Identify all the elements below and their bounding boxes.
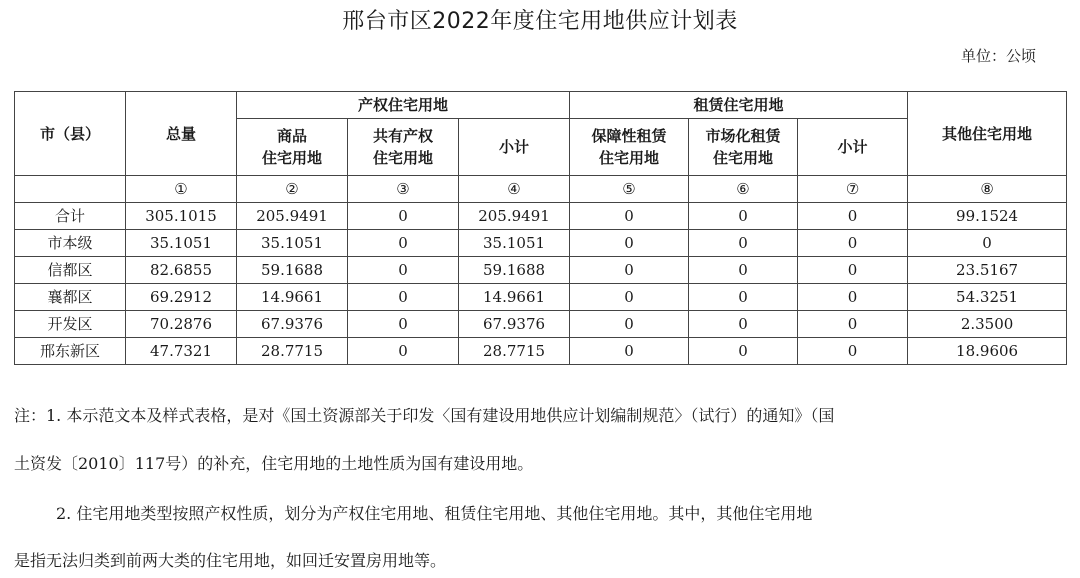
table-row xyxy=(15,203,1067,230)
row-label: 襄都区 xyxy=(15,284,126,311)
cell-shared-property: 0 xyxy=(348,257,459,284)
row-label: 开发区 xyxy=(15,311,126,338)
cell-total: 70.2876 xyxy=(126,311,237,338)
cell-subtotal-property: 14.9661 xyxy=(459,284,570,311)
table-row xyxy=(15,257,1067,284)
header-other: 其他住宅用地 xyxy=(908,92,1067,176)
cell-commercial: 28.7715 xyxy=(237,338,348,365)
cell-total: 69.2912 xyxy=(126,284,237,311)
cell-subtotal-rental: 0 xyxy=(798,230,908,257)
header-subtotal-property: 小计 xyxy=(459,119,570,176)
cell-commercial: 67.9376 xyxy=(237,311,348,338)
note-1-line-2: 土资发〔2010〕117号）的补充，住宅用地的土地性质为国有建设用地。 xyxy=(14,454,534,473)
supply-plan-table xyxy=(14,91,1067,365)
index-row xyxy=(15,176,1067,203)
cell-shared-property: 0 xyxy=(348,311,459,338)
row-label: 市本级 xyxy=(15,230,126,257)
cell-subtotal-rental: 0 xyxy=(798,203,908,230)
cell-subtotal-rental: 0 xyxy=(798,338,908,365)
cell-affordable-rental: 0 xyxy=(570,230,689,257)
cell-affordable-rental: 0 xyxy=(570,203,689,230)
cell-affordable-rental: 0 xyxy=(570,257,689,284)
header-rental-group: 租赁住宅用地 xyxy=(570,92,908,119)
cell-other: 0 xyxy=(908,230,1067,257)
index-cell: ⑤ xyxy=(570,176,689,203)
header-market-rental: 市场化租赁 住宅用地 xyxy=(689,119,798,176)
cell-subtotal-property: 28.7715 xyxy=(459,338,570,365)
cell-subtotal-property: 59.1688 xyxy=(459,257,570,284)
cell-affordable-rental: 0 xyxy=(570,338,689,365)
cell-total: 82.6855 xyxy=(126,257,237,284)
cell-affordable-rental: 0 xyxy=(570,311,689,338)
header-subtotal-rental: 小计 xyxy=(798,119,908,176)
table-row xyxy=(15,230,1067,257)
index-cell-empty xyxy=(15,176,126,203)
row-label: 邢东新区 xyxy=(15,338,126,365)
row-label: 合计 xyxy=(15,203,126,230)
index-cell: ① xyxy=(126,176,237,203)
table-row xyxy=(15,284,1067,311)
note-2-line-2: 是指无法归类到前两大类的住宅用地，如回迁安置房用地等。 xyxy=(14,551,447,570)
cell-affordable-rental: 0 xyxy=(570,284,689,311)
header-affordable-rental: 保障性租赁 住宅用地 xyxy=(570,119,689,176)
cell-subtotal-property: 35.1051 xyxy=(459,230,570,257)
cell-market-rental: 0 xyxy=(689,230,798,257)
cell-shared-property: 0 xyxy=(348,284,459,311)
table-row xyxy=(15,311,1067,338)
note-2-line-1: 2. 住宅用地类型按照产权性质，划分为产权住宅用地、租赁住宅用地、其他住宅用地。其中，其他住宅用地 xyxy=(56,504,813,523)
cell-subtotal-rental: 0 xyxy=(798,257,908,284)
note-1-line-1: 注：1. 本示范文本及样式表格，是对《国土资源部关于印发〈国有建设用地供应计划编制规范〉（试行）的通知》（国 xyxy=(14,406,835,425)
index-cell: ④ xyxy=(459,176,570,203)
cell-subtotal-rental: 0 xyxy=(798,311,908,338)
cell-commercial: 205.9491 xyxy=(237,203,348,230)
index-cell: ⑦ xyxy=(798,176,908,203)
unit-label: 单位：公顷 xyxy=(960,47,1036,65)
cell-subtotal-rental: 0 xyxy=(798,284,908,311)
index-cell: ⑧ xyxy=(908,176,1067,203)
cell-subtotal-property: 67.9376 xyxy=(459,311,570,338)
index-cell: ③ xyxy=(348,176,459,203)
header-county: 市（县） xyxy=(15,92,126,176)
index-cell: ② xyxy=(237,176,348,203)
cell-total: 305.1015 xyxy=(126,203,237,230)
cell-other: 23.5167 xyxy=(908,257,1067,284)
cell-other: 54.3251 xyxy=(908,284,1067,311)
cell-commercial: 35.1051 xyxy=(237,230,348,257)
header-commercial: 商品 住宅用地 xyxy=(237,119,348,176)
cell-market-rental: 0 xyxy=(689,257,798,284)
cell-market-rental: 0 xyxy=(689,203,798,230)
cell-shared-property: 0 xyxy=(348,203,459,230)
cell-shared-property: 0 xyxy=(348,338,459,365)
header-property-group: 产权住宅用地 xyxy=(237,92,570,119)
cell-total: 47.7321 xyxy=(126,338,237,365)
cell-subtotal-property: 205.9491 xyxy=(459,203,570,230)
cell-commercial: 14.9661 xyxy=(237,284,348,311)
row-label: 信都区 xyxy=(15,257,126,284)
cell-market-rental: 0 xyxy=(689,311,798,338)
cell-market-rental: 0 xyxy=(689,284,798,311)
page-title: 邢台市区2022年度住宅用地供应计划表 xyxy=(342,9,738,34)
index-cell: ⑥ xyxy=(689,176,798,203)
header-shared-property: 共有产权 住宅用地 xyxy=(348,119,459,176)
cell-shared-property: 0 xyxy=(348,230,459,257)
cell-commercial: 59.1688 xyxy=(237,257,348,284)
header-total: 总量 xyxy=(126,92,237,176)
table-row xyxy=(15,338,1067,365)
cell-total: 35.1051 xyxy=(126,230,237,257)
cell-other: 99.1524 xyxy=(908,203,1067,230)
cell-other: 2.3500 xyxy=(908,311,1067,338)
cell-other: 18.9606 xyxy=(908,338,1067,365)
cell-market-rental: 0 xyxy=(689,338,798,365)
header-row-1 xyxy=(15,92,1067,119)
